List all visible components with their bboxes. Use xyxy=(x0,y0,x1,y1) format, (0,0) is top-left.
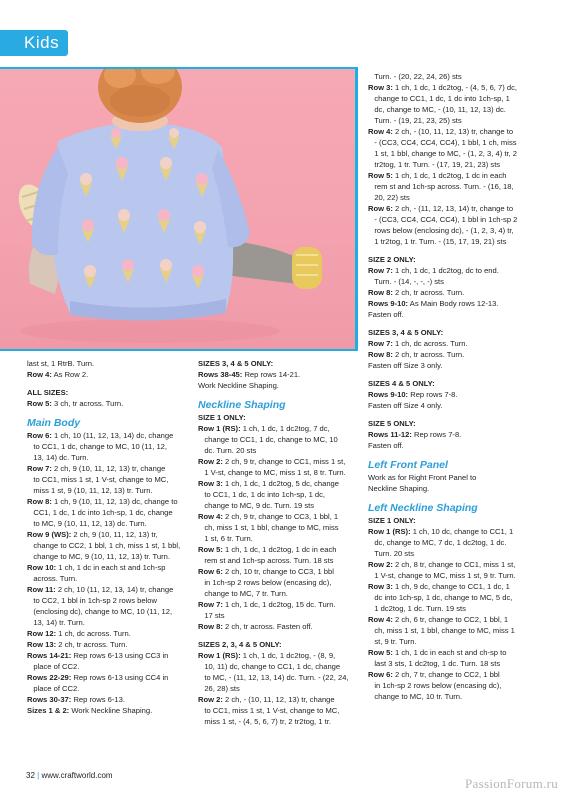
instruction-line: Row 8: 1 ch, 9 (10, 11, 12, 13) dc, change to xyxy=(27,497,178,506)
spacer xyxy=(198,632,364,639)
instruction-line xyxy=(27,387,195,398)
instruction-line: - (CC3, CC4, CC4, CC4), 1 bbl, 1 ch, miss xyxy=(368,138,517,147)
section-tab-label: Kids xyxy=(24,33,60,52)
text-column-3 xyxy=(368,71,558,702)
instruction-line: dc. Turn. 20 sts xyxy=(198,446,257,455)
row-label: SIZE 5 ONLY: xyxy=(368,419,416,428)
instruction-line: to MC, - (11, 12, 13, 14) dc. Turn. - (22, 24, xyxy=(198,673,349,682)
row-label: Row 5: xyxy=(27,399,52,408)
row-label: SIZE 2 ONLY: xyxy=(368,255,416,264)
instruction-line: in 1ch-sp 2 rows below (encasing dc), xyxy=(368,681,502,690)
row-label: Sizes 1 & 2: xyxy=(27,706,70,715)
spacer xyxy=(368,451,558,458)
instruction-line: Row 6: 2 ch, - (11, 12, 13, 14) tr, change to xyxy=(368,204,514,213)
instruction-line: CC1, 1 dc, 1 dc into 1ch-sp, 1 dc, change xyxy=(27,508,173,517)
instruction-line: Rows 14-21: Rep rows 6-13 using CC3 in xyxy=(27,651,169,660)
row-label: Row 1 (RS): xyxy=(198,424,241,433)
instruction-line: Row 4: 2 ch, 6 tr, change to CC2, 1 bbl, 1 xyxy=(368,615,509,624)
instruction-line: to CC2, 1 bbl in 1ch-sp 2 rows below xyxy=(27,596,157,605)
row-label: Row 7: xyxy=(27,464,52,473)
instruction-line: last 3 sts, 1 dc2tog, 1 dc. Turn. 18 sts xyxy=(368,659,501,668)
instruction-line: rem st and 1ch-sp across. Turn. 18 sts xyxy=(198,556,334,565)
instruction-line: Rows 38-45: Rep rows 14-21. xyxy=(198,370,301,379)
instruction-line: Row 11: 2 ch, 10 (11, 12, 13, 14) tr, change xyxy=(27,585,174,594)
instruction-line: change to MC, 9 (10, 11, 12, 13) tr. Turn. xyxy=(27,552,170,561)
instruction-line: to MC, 9 (10, 11, 12, 13) dc. Turn. xyxy=(27,519,147,528)
instruction-line: 1 st, 1 bbl, change to MC, - (1, 2, 3, 4) tr, 2 xyxy=(368,149,517,158)
instruction-line xyxy=(198,412,364,423)
instruction-line: 1 V-st, change to MC, miss 1 st, 9 tr. Turn. xyxy=(368,571,516,580)
instruction-line: Row 7: 2 ch, 9 (10, 11, 12, 13) tr, change xyxy=(27,464,166,473)
instruction-line: place of CC2. xyxy=(27,662,80,671)
spacer xyxy=(27,380,195,387)
row-label: Row 7: xyxy=(198,600,223,609)
row-label: Row 3: xyxy=(198,479,223,488)
instruction-line xyxy=(368,378,558,389)
instruction-line: Row 8: 2 ch, tr across. Fasten off. xyxy=(198,622,313,631)
instruction-line: change to MC, 7 tr. Turn. xyxy=(198,589,288,598)
instruction-line: tr2tog, 1 tr. Turn. - (17, 19, 21, 23) sts xyxy=(368,160,501,169)
instruction-line: Row 7: 1 ch, dc across. Turn. xyxy=(368,339,468,348)
instruction-line: Row 6: 2 ch, 7 tr, change to CC2, 1 bbl xyxy=(368,670,500,679)
instruction-line: Row 5: 3 ch, tr across. Turn. xyxy=(27,399,124,408)
row-label: Row 6: xyxy=(27,431,52,440)
row-label: Row 5: xyxy=(368,171,393,180)
watermark: PassionForum.ru xyxy=(465,776,558,791)
row-label: Row 11: xyxy=(27,585,56,594)
instruction-line: across. Turn. xyxy=(27,574,78,583)
row-label: Row 3: xyxy=(368,83,393,92)
row-label: Rows 11-12: xyxy=(368,430,412,439)
text-column-1 xyxy=(27,358,195,716)
instruction-line: Row 9 (WS): 2 ch, 9 (10, 11, 12, 13) tr, xyxy=(27,530,158,539)
spacer xyxy=(198,391,364,398)
instruction-line: Turn. - (20, 22, 24, 26) sts xyxy=(368,72,462,81)
spacer xyxy=(368,371,558,378)
section-heading: Left Front Panel xyxy=(368,459,448,471)
row-label: SIZES 4 & 5 ONLY: xyxy=(368,379,435,388)
instruction-line: Rows 11-12: Rep rows 7-8. xyxy=(368,430,462,439)
row-label: Row 2: xyxy=(368,560,393,569)
row-label: Row 8: xyxy=(368,288,393,297)
instruction-line xyxy=(198,358,364,369)
instruction-line: Row 8: 2 ch, tr across. Turn. xyxy=(368,288,465,297)
section-heading: Neckline Shaping xyxy=(198,399,286,411)
instruction-line: Row 6: 2 ch, 10 tr, change to CC3, 1 bbl xyxy=(198,567,334,576)
row-label: Rows 9-10: xyxy=(368,390,409,399)
instruction-line: Row 1 (RS): 1 ch, 10 dc, change to CC1, 1 xyxy=(368,527,514,536)
row-label: Row 10: xyxy=(27,563,57,572)
row-label: Row 7: xyxy=(368,266,393,275)
row-label: Row 7: xyxy=(368,339,393,348)
row-label: Row 3: xyxy=(368,582,393,591)
instruction-line: - (CC3, CC4, CC4, CC4), 1 bbl in 1ch-sp 2 xyxy=(368,215,518,224)
section-tab xyxy=(0,30,68,56)
site-url: www.craftworld.com xyxy=(41,771,113,780)
row-label: Rows 38-45: xyxy=(198,370,243,379)
instruction-line: ch, miss 1 st, 1 bbl, change to MC, miss 1 xyxy=(368,626,515,635)
instruction-line xyxy=(368,418,558,429)
instruction-line: Row 2: 2 ch, - (10, 11, 12, 13) tr, change xyxy=(198,695,335,704)
row-label: Row 6: xyxy=(368,670,393,679)
instruction-line: Rows 9-10: As Main Body rows 12-13. xyxy=(368,299,499,308)
row-label: SIZE 1 ONLY: xyxy=(368,516,416,525)
instruction-line: Fasten off Size 4 only. xyxy=(368,401,443,410)
instruction-line: Row 6: 1 ch, 10 (11, 12, 13, 14) dc, change xyxy=(27,431,174,440)
instruction-line: to CC1, 1 dc, 1 dc into 1ch-sp, 1 dc, xyxy=(198,490,326,499)
instruction-line: 1 tr2tog, 1 tr. Turn. - (15, 17, 19, 21) sts xyxy=(368,237,507,246)
instruction-line: Row 4: 2 ch, 9 tr, change to CC3, 1 bbl, 1 xyxy=(198,512,339,521)
row-label: Rows 9-10: xyxy=(368,299,409,308)
child-cardigan-photo xyxy=(0,69,355,349)
instruction-line: to CC1, miss 1 st, 1 V-st, change to MC, xyxy=(27,475,169,484)
instruction-line: Turn. - (14, -, -, -) sts xyxy=(368,277,444,286)
footer-separator: | xyxy=(37,771,40,780)
row-label: Row 4: xyxy=(368,127,393,136)
instruction-line: Row 3: 1 ch, 9 dc, change to CC1, 1 dc, 1 xyxy=(368,582,510,591)
instruction-line: Row 5: 1 ch, 1 dc in each st and ch-sp to xyxy=(368,648,507,657)
instruction-line: Row 10: 1 ch, 1 dc in each st and 1ch-sp xyxy=(27,563,166,572)
row-label: Row 13: xyxy=(27,640,57,649)
instruction-line: Row 13: 2 ch, tr across. Turn. xyxy=(27,640,128,649)
instruction-line: Row 5: 1 ch, 1 dc, 1 dc2tog, 1 dc in each xyxy=(368,171,507,180)
row-label: Row 9 (WS): xyxy=(27,530,72,539)
section-heading: Left Neckline Shaping xyxy=(368,502,478,514)
instruction-line: Row 2: 2 ch, 9 tr, change to CC1, miss 1 st, xyxy=(198,457,346,466)
spacer xyxy=(27,409,195,416)
instruction-line: st, 9 tr. Turn. xyxy=(368,637,417,646)
instruction-line: Rows 9-10: Rep rows 7-8. xyxy=(368,390,458,399)
spacer xyxy=(368,247,558,254)
instruction-line: Work as for Right Front Panel to xyxy=(368,473,477,482)
spacer xyxy=(368,411,558,418)
instruction-line: Rows 22-29: Rep rows 6-13 using CC4 in xyxy=(27,673,169,682)
instruction-line xyxy=(368,515,558,526)
instruction-line: ch, miss 1 st, 1 bbl, change to MC, miss xyxy=(198,523,339,532)
text-column-2 xyxy=(198,358,364,727)
instruction-line: Row 1 (RS): 1 ch, 1 dc, 1 dc2tog, - (8, 9, xyxy=(198,651,336,660)
instruction-line: in 1ch-sp 2 rows below (encasing dc), xyxy=(198,578,332,587)
row-label: Row 6: xyxy=(368,204,393,213)
instruction-line: change to CC1, 1 dc, 1 dc into 1ch-sp, 1 xyxy=(368,94,510,103)
instruction-line: 26, 28) sts xyxy=(198,684,240,693)
row-label: Row 6: xyxy=(198,567,223,576)
instruction-line: 13, 14) dc. Turn. xyxy=(27,453,89,462)
row-label: Row 8: xyxy=(27,497,52,506)
instruction-line: 20, 22) sts xyxy=(368,193,410,202)
row-label: SIZE 1 ONLY: xyxy=(198,413,246,422)
instruction-line: change to MC, 10 tr. Turn. xyxy=(368,692,463,701)
row-label: Rows 30-37: xyxy=(27,695,72,704)
instruction-line: Fasten off Size 3 only. xyxy=(368,361,443,370)
instruction-line: Turn. 20 sts xyxy=(368,549,415,558)
instruction-line: 13, 14) tr. Turn. xyxy=(27,618,85,627)
instruction-line: change to CC1, 1 dc, change to MC, 10 xyxy=(198,435,338,444)
instruction-line: Row 2: 2 ch, 8 tr, change to CC1, miss 1 st, xyxy=(368,560,516,569)
instruction-line: change to CC2, 1 bbl, 1 ch, miss 1 st, 1 bbl, xyxy=(27,541,181,550)
instruction-line: dc, change to MC, 7 dc, 1 dc2tog, 1 dc. xyxy=(368,538,507,547)
instruction-line xyxy=(198,639,364,650)
row-label: Row 4: xyxy=(27,370,52,379)
instruction-line: to CC1, 1 dc, change to MC, 10 (11, 12, xyxy=(27,442,167,451)
instruction-line: rem st and 1ch-sp across. Turn. - (16, 18, xyxy=(368,182,514,191)
row-label: Row 8: xyxy=(198,622,223,631)
page-number: 32 xyxy=(26,771,35,780)
instruction-line: Row 1 (RS): 1 ch, 1 dc, 1 dc2tog, 7 dc, xyxy=(198,424,330,433)
photo-frame xyxy=(0,67,358,351)
row-label: Row 5: xyxy=(368,648,393,657)
spacer xyxy=(368,320,558,327)
row-label: Row 8: xyxy=(368,350,393,359)
page-footer xyxy=(26,771,113,780)
instruction-line: Row 8: 2 ch, tr across. Turn. xyxy=(368,350,465,359)
instruction-line xyxy=(368,254,558,265)
instruction-line: (enclosing dc), change to MC, 10 (11, 12, xyxy=(27,607,173,616)
row-label: Row 1 (RS): xyxy=(368,527,411,536)
instruction-line: Row 3: 1 ch, 1 dc, 1 dc2tog, - (4, 5, 6, 7) dc, xyxy=(368,83,518,92)
instruction-line: Fasten off. xyxy=(368,310,404,319)
row-label: Row 1 (RS): xyxy=(198,651,241,660)
instruction-line: Row 4: 2 ch, - (10, 11, 12, 13) tr, change to xyxy=(368,127,514,136)
photo-illustration xyxy=(0,69,355,349)
instruction-line: dc, change to MC, - (10, 11, 12, 13) dc. xyxy=(368,105,506,114)
row-label: Rows 14-21: xyxy=(27,651,72,660)
instruction-line: Row 5: 1 ch, 1 dc, 1 dc2tog, 1 dc in each xyxy=(198,545,337,554)
instruction-line: Rows 30-37: Rep rows 6-13. xyxy=(27,695,125,704)
row-label: Rows 22-29: xyxy=(27,673,72,682)
row-label: Row 2: xyxy=(198,695,223,704)
instruction-line: miss 1 st, 9 (10, 11, 12, 13) tr. Turn. xyxy=(27,486,153,495)
instruction-line: change to MC, 9 dc. Turn. 19 sts xyxy=(198,501,315,510)
instruction-line: 17 sts xyxy=(198,611,225,620)
instruction-line: Row 3: 1 ch, 1 dc, 1 dc2tog, 5 dc, change xyxy=(198,479,340,488)
spacer xyxy=(368,494,558,501)
row-label: Row 12: xyxy=(27,629,57,638)
instruction-line: Sizes 1 & 2: Work Neckline Shaping. xyxy=(27,706,153,715)
instruction-line: 1 dc2tog, 1 dc. Turn. 19 sts xyxy=(368,604,466,613)
row-label: SIZES 3, 4 & 5 ONLY: xyxy=(368,328,444,337)
instruction-line: 1 st, 6 tr. Turn. xyxy=(198,534,253,543)
instruction-line: Work Neckline Shaping. xyxy=(198,381,279,390)
instruction-line: to CC1, miss 1 st, 1 V-st, change to MC, xyxy=(198,706,340,715)
row-label: Row 5: xyxy=(198,545,223,554)
instruction-line: dc into 1ch-sp, 1 dc, change to MC, 5 dc, xyxy=(368,593,513,602)
instruction-line: miss 1 st, - (4, 5, 6, 7) tr, 2 tr2tog, 1 tr. xyxy=(198,717,331,726)
instruction-line: Row 4: As Row 2. xyxy=(27,370,89,379)
instruction-line: Row 12: 1 ch, dc across. Turn. xyxy=(27,629,131,638)
instruction-line: rows below (enclosing dc), - (1, 2, 3, 4) tr, xyxy=(368,226,514,235)
row-label: Row 4: xyxy=(368,615,393,624)
instruction-line: last st, 1 RtrB. Turn. xyxy=(27,359,95,368)
instruction-line: Row 7: 1 ch, 1 dc, 1 dc2tog, 15 dc. Turn. xyxy=(198,600,336,609)
instruction-line: 1 V-st, change to MC, miss 1 st, 8 tr. Turn. xyxy=(198,468,346,477)
instruction-line: Fasten off. xyxy=(368,441,404,450)
instruction-line: Row 7: 1 ch, 1 dc, 1 dc2tog, dc to end. xyxy=(368,266,499,275)
row-label: SIZES 2, 3, 4 & 5 ONLY: xyxy=(198,640,282,649)
instruction-line: 10, 11) dc, change to CC1, 1 dc, change xyxy=(198,662,341,671)
row-label: SIZES 3, 4 & 5 ONLY: xyxy=(198,359,274,368)
instruction-line: Turn. - (19, 21, 23, 25) sts xyxy=(368,116,462,125)
instruction-line: place of CC2. xyxy=(27,684,80,693)
section-heading: Main Body xyxy=(27,417,81,429)
row-label: Row 2: xyxy=(198,457,223,466)
instruction-line: Neckline Shaping. xyxy=(368,484,430,493)
row-label: ALL SIZES: xyxy=(27,388,69,397)
instruction-line xyxy=(368,327,558,338)
row-label: Row 4: xyxy=(198,512,223,521)
